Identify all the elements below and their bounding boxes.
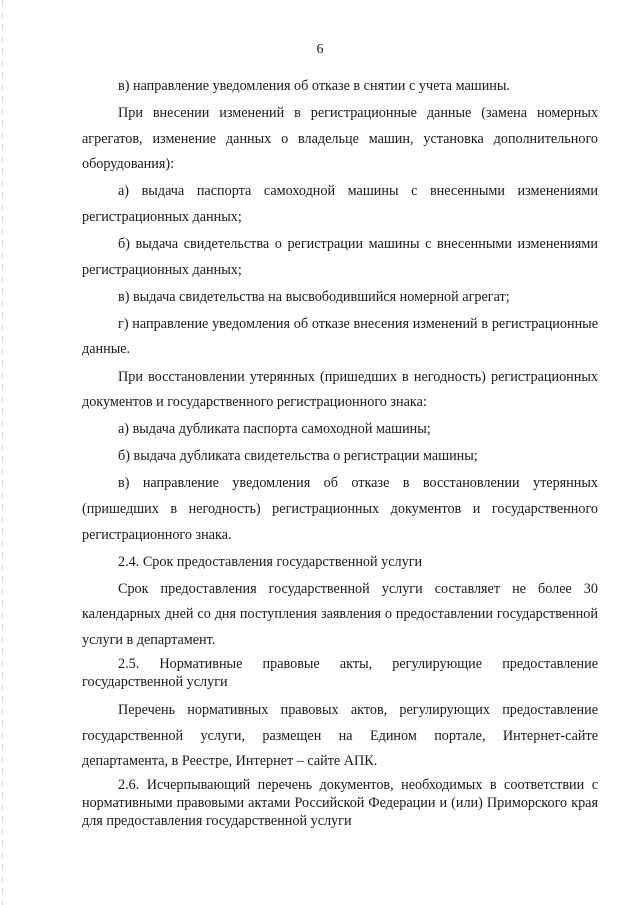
paragraph: При внесении изменений в регистрационные данные (замена номерных агрегатов, изменение данных о владельце машин, установка дополнительного оборудования): [82,105,598,173]
page-number: 6 [316,42,324,57]
scan-margin-rule [2,0,3,905]
paragraph: б) выдача свидетельства о регистрации машины с внесенными изменениями регистрационных данных; [82,236,598,278]
paragraph: г) направление уведомления об отказе внесения изменений в регистрационные данные. [82,315,598,358]
paragraph: в) направление уведомления об отказе в снятии с учета машины. [118,78,510,94]
section-heading: 2.6. Исчерпывающий перечень документов, необходимых в соответствии с нормативными правовыми актами Российской Федерации и (или) Приморского края для предоставления государственной услуги [82,777,598,830]
paragraph: в) направление уведомления об отказе в восстановлении утерянных (пришедших в негодность) регистрационных документов и государственного регистрационного знака. [82,475,598,543]
section-heading: 2.4. Срок предоставления государственной услуги [118,553,423,570]
paragraph: б) выдача дубликата свидетельства о регистрации машины; [118,448,478,465]
section-heading: 2.5. Нормативные правовые акты, регулирующие предоставление государственной услуги [82,656,598,691]
document-body [82,74,598,837]
paragraph: При восстановлении утерянных (пришедших в негодность) регистрационных документов и государственного регистрационного знака: [82,368,598,411]
paragraph: а) выдача дубликата паспорта самоходной машины; [118,421,431,438]
paragraph: Перечень нормативных правовых актов, регулирующих предоставление государственной услуги, размещен на Едином портале, Интернет-сайте департамента, в Реестре, Интернет – сайте АПК. [82,702,598,770]
paragraph: в) выдача свидетельства на высвободившийся номерной агрегат; [118,288,510,305]
paragraph: Срок предоставления государственной услуги составляет не более 30 календарных дней со дня поступления заявления о предоставлении государственной услуги в департамент. [82,580,598,648]
paragraph: а) выдача паспорта самоходной машины с внесенными изменениями регистрационных данных; [82,183,598,225]
